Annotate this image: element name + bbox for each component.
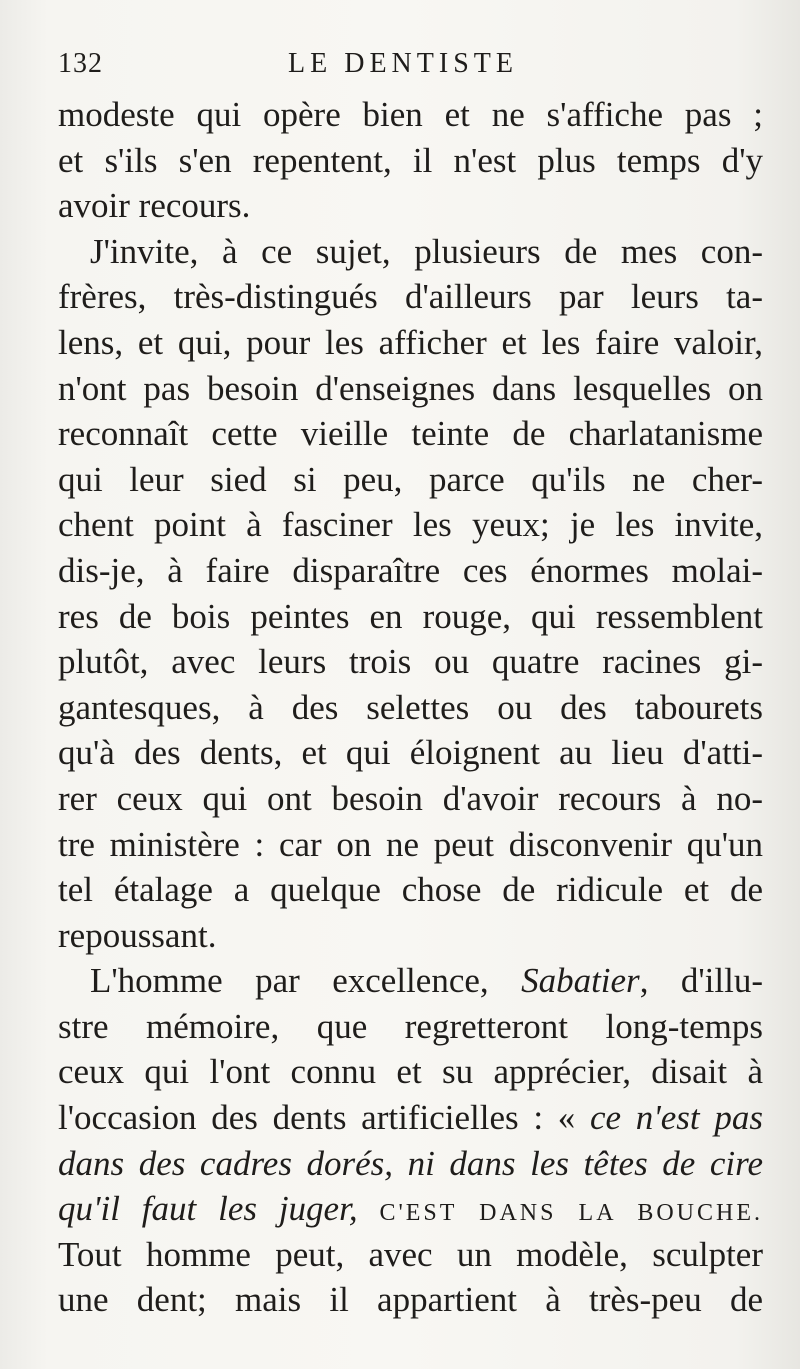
text-line (58, 958, 763, 1004)
text-line: rer ceux qui ont besoin d'avoir recours à no- (58, 778, 763, 818)
text-segment: l'occasion des dents artificielles : « (58, 1098, 576, 1138)
text-segment: L'homme par excellence, (90, 961, 489, 1001)
small-caps-text: C'EST DANS LA BOUCHE. (379, 1200, 763, 1227)
text-line: lens, et qui, pour les afficher et les faire valoir, (58, 322, 763, 362)
italic-quote: ce n'est pas (590, 1098, 763, 1138)
italic-quote: qu'il faut les juger, (58, 1189, 358, 1229)
text-line: qu'à des dents, et qui éloignent au lieu d'atti- (58, 733, 763, 773)
text-line: tre ministère : car on ne peut disconvenir qu'un (58, 824, 763, 864)
text-line: et s'ils s'en repentent, il n'est plus temps d'y (58, 140, 763, 180)
text-segment: , d'illu- (639, 961, 763, 1001)
text-line (58, 1095, 763, 1141)
text-line: reconnaît cette vieille teinte de charlatanisme (58, 414, 763, 454)
text-line: modeste qui opère bien et ne s'affiche pas ; (58, 95, 763, 134)
italic-quote: dans des cadres dorés, ni dans les têtes de cire (58, 1143, 763, 1183)
text-line: gantesques, à des selettes ou des tabourets (58, 687, 763, 727)
text-line: stre mémoire, que regretteront long-temps (58, 1006, 763, 1046)
text-line (58, 1186, 763, 1232)
text-line: chent point à fasciner les yeux; je les invite, (58, 505, 763, 545)
text-line: tel étalage a quelque chose de ridicule et de (58, 870, 763, 910)
text-line: repoussant. (58, 915, 217, 955)
text-line: avoir recours. (58, 186, 251, 226)
text-line: une dent; mais il appartient à très-peu de (58, 1280, 763, 1320)
text-line: J'invite, à ce sujet, plusieurs de mes con- (90, 231, 763, 271)
text-line: n'ont pas besoin d'enseignes dans lesquelles on (58, 368, 763, 408)
text-line: qui leur sied si peu, parce qu'ils ne cher- (58, 459, 763, 499)
page-header (58, 48, 748, 88)
text-line: plutôt, avec leurs trois ou quatre racines gi- (58, 642, 763, 682)
text-line: frères, très-distingués d'ailleurs par leurs ta- (58, 277, 763, 317)
text-body (58, 92, 763, 1323)
text-line: dis-je, à faire disparaître ces énormes molai- (58, 550, 763, 590)
text-line: res de bois peintes en rouge, qui ressemblent (58, 596, 763, 636)
text-line: Tout homme peut, avec un modèle, sculpter (58, 1234, 763, 1274)
running-title: LE DENTISTE (288, 48, 518, 79)
page-number: 132 (58, 48, 103, 79)
text-line (58, 1141, 763, 1187)
text-line: ceux qui l'ont connu et su apprécier, disait à (58, 1052, 763, 1092)
italic-name: Sabatier (521, 961, 640, 1001)
